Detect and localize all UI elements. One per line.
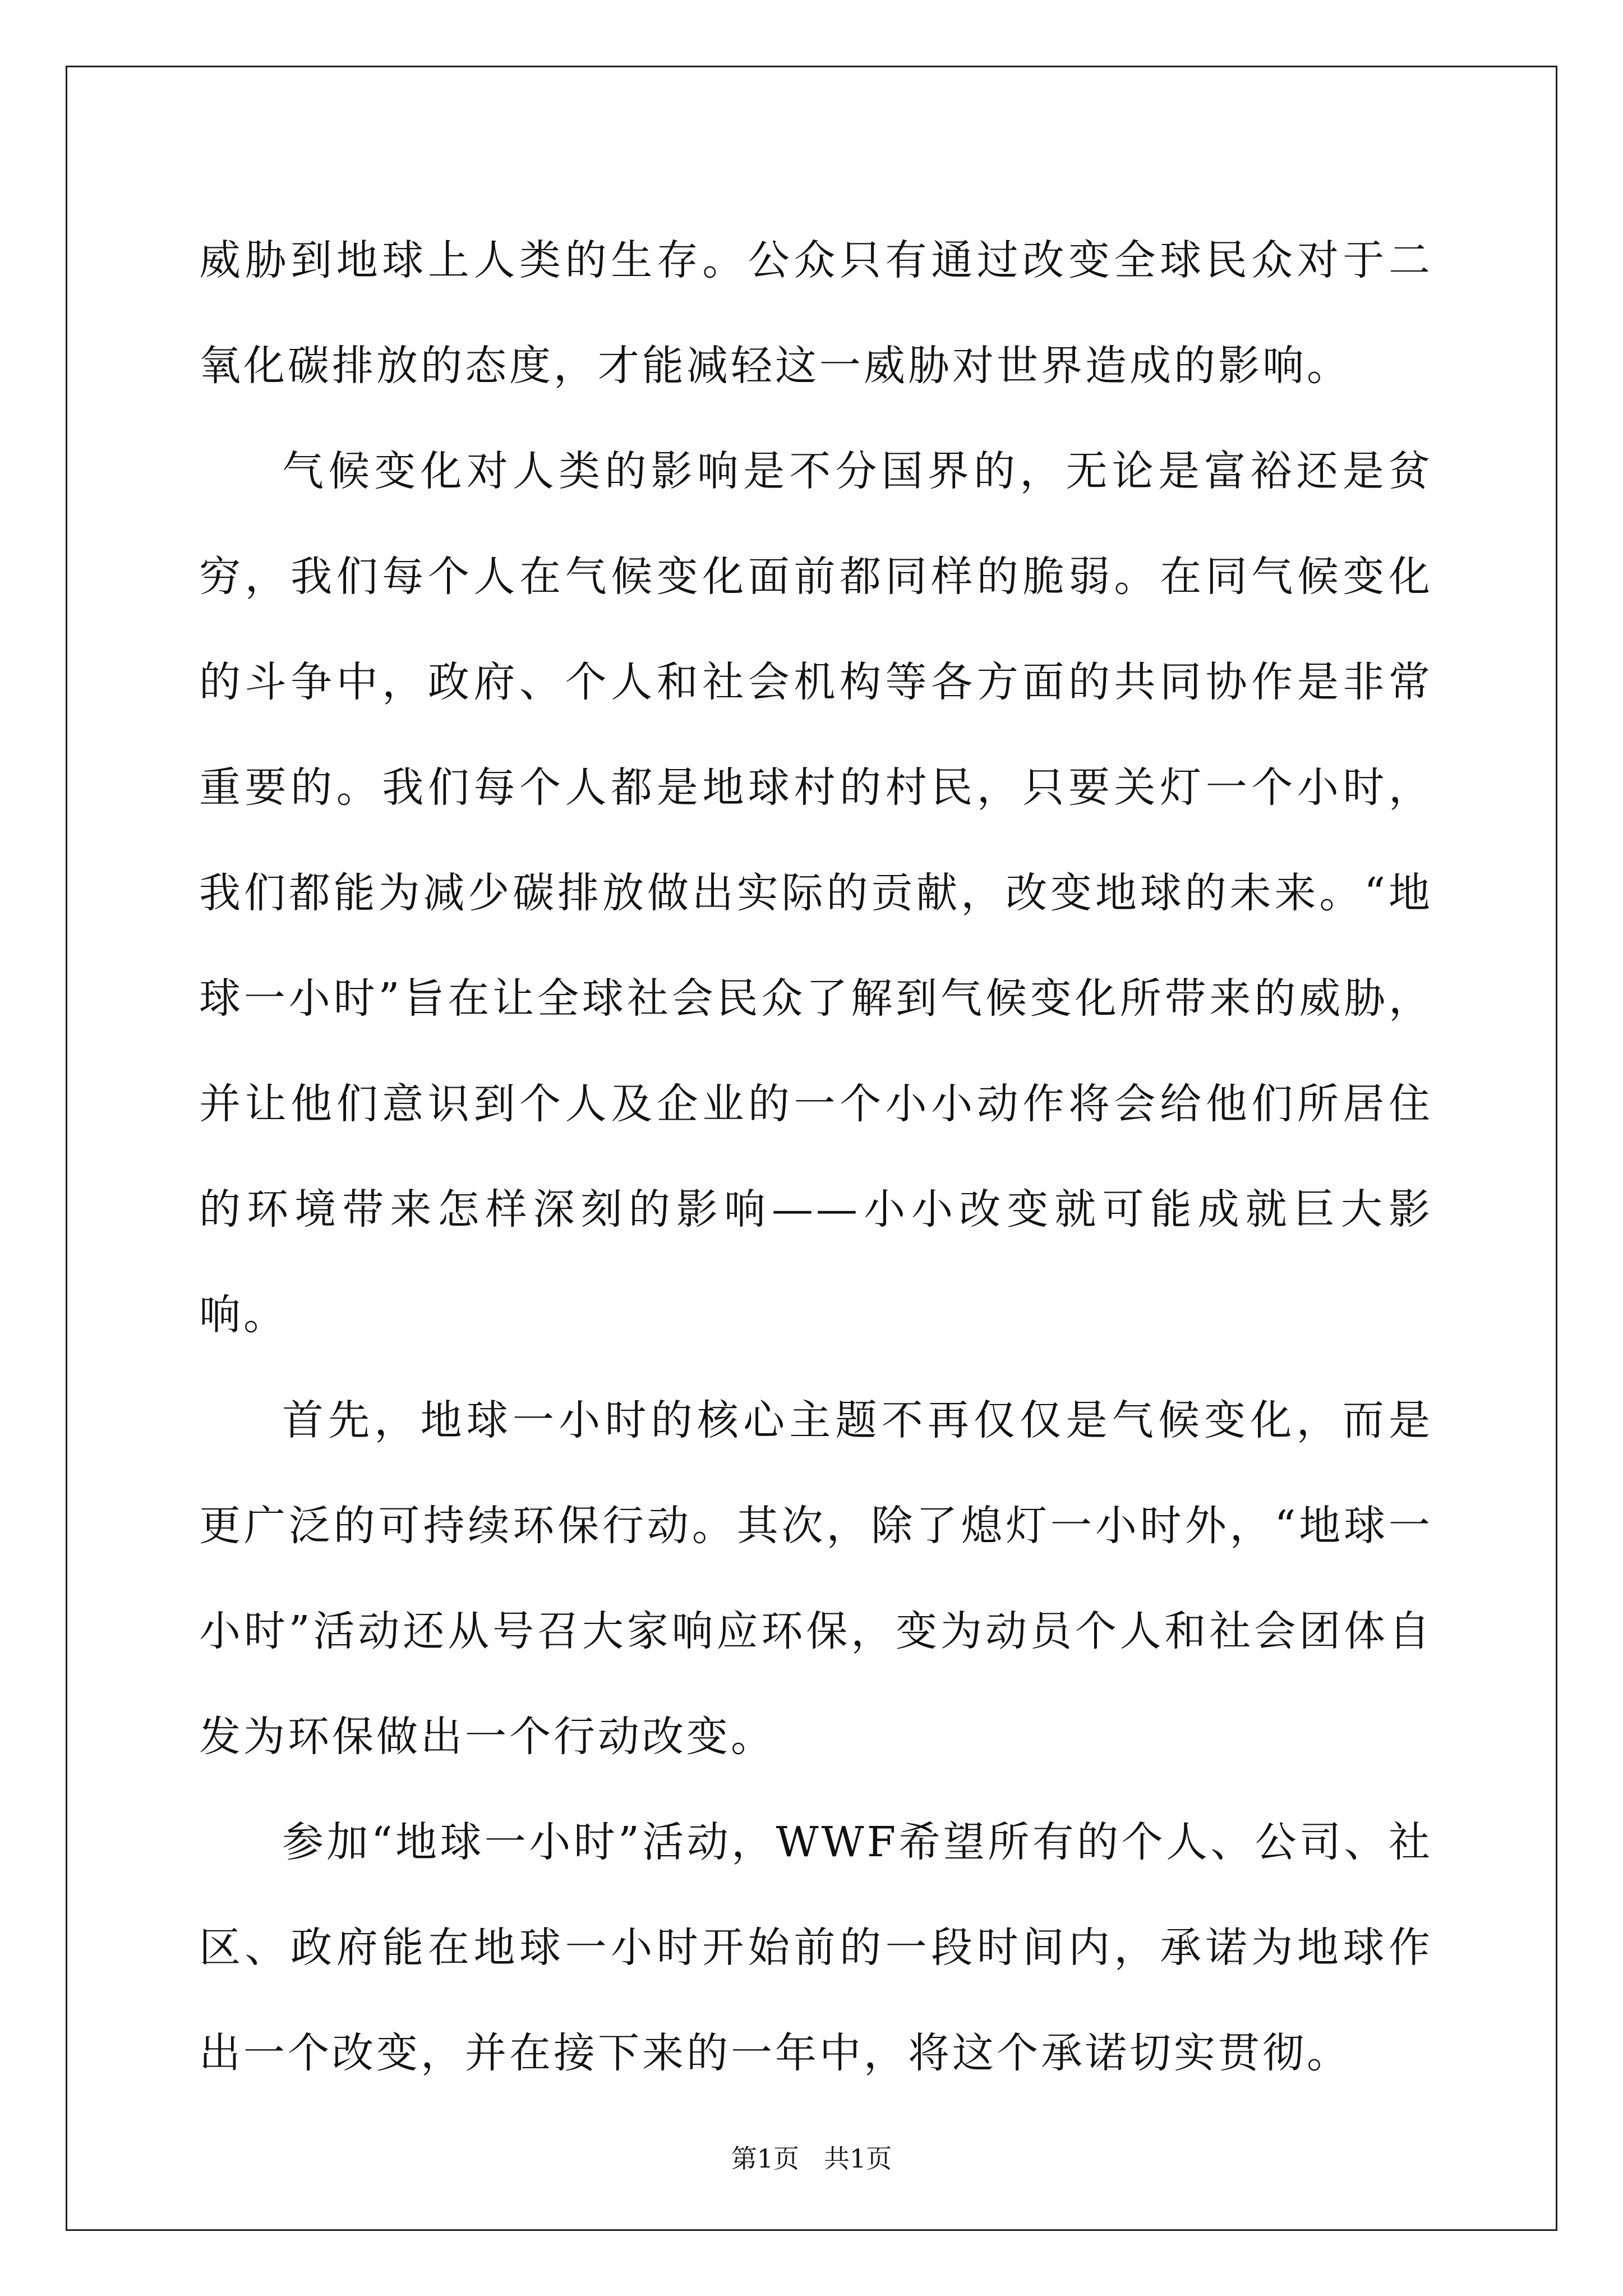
paragraph-4: 参加“地球一小时”活动，WWF希望所有的个人、公司、社区、政府能在地球一小时开始前的一段时间内，承诺为地球作出一个改变，并在接下来的一年中，将这个承诺切实贯彻。 xyxy=(199,1818,1433,2077)
paragraph-2: 气候变化对人类的影响是不分国界的，无论是富裕还是贫穷，我们每个人在气候变化面前都同样的脆弱。在同气候变化的斗争中，政府、个人和社会机构等各方面的共同协作是非常重要的。我们每个人都是地球村的村民，只要关灯一个小时，我们都能为减少碳排放做出实际的贡献，改变地球的未来。“地球一小时”旨在让全球社会民众了解到气候变化所带来的威胁，并让他们意识到个人及企业的一个小小动作将会给他们所居住的环境带来怎样深刻的影响——小小改变就可能成就巨大影响。 xyxy=(199,447,1433,1339)
page-footer xyxy=(0,2142,1623,2175)
page-number: 第1页 xyxy=(731,2143,800,2174)
page-total: 共1页 xyxy=(823,2143,892,2174)
paragraph-1: 威胁到地球上人类的生存。公众只有通过改变全球民众对于二氧化碳排放的态度，才能减轻这一威胁对世界造成的影响。 xyxy=(199,236,1433,390)
paragraph-3: 首先，地球一小时的核心主题不再仅仅是气候变化，而是更广泛的可持续环保行动。其次，除了熄灯一小时外，“地球一小时”活动还从号召大家响应环保，变为动员个人和社会团体自发为环保做出一个行动改变。 xyxy=(199,1396,1433,1761)
document-body xyxy=(199,208,1433,2106)
